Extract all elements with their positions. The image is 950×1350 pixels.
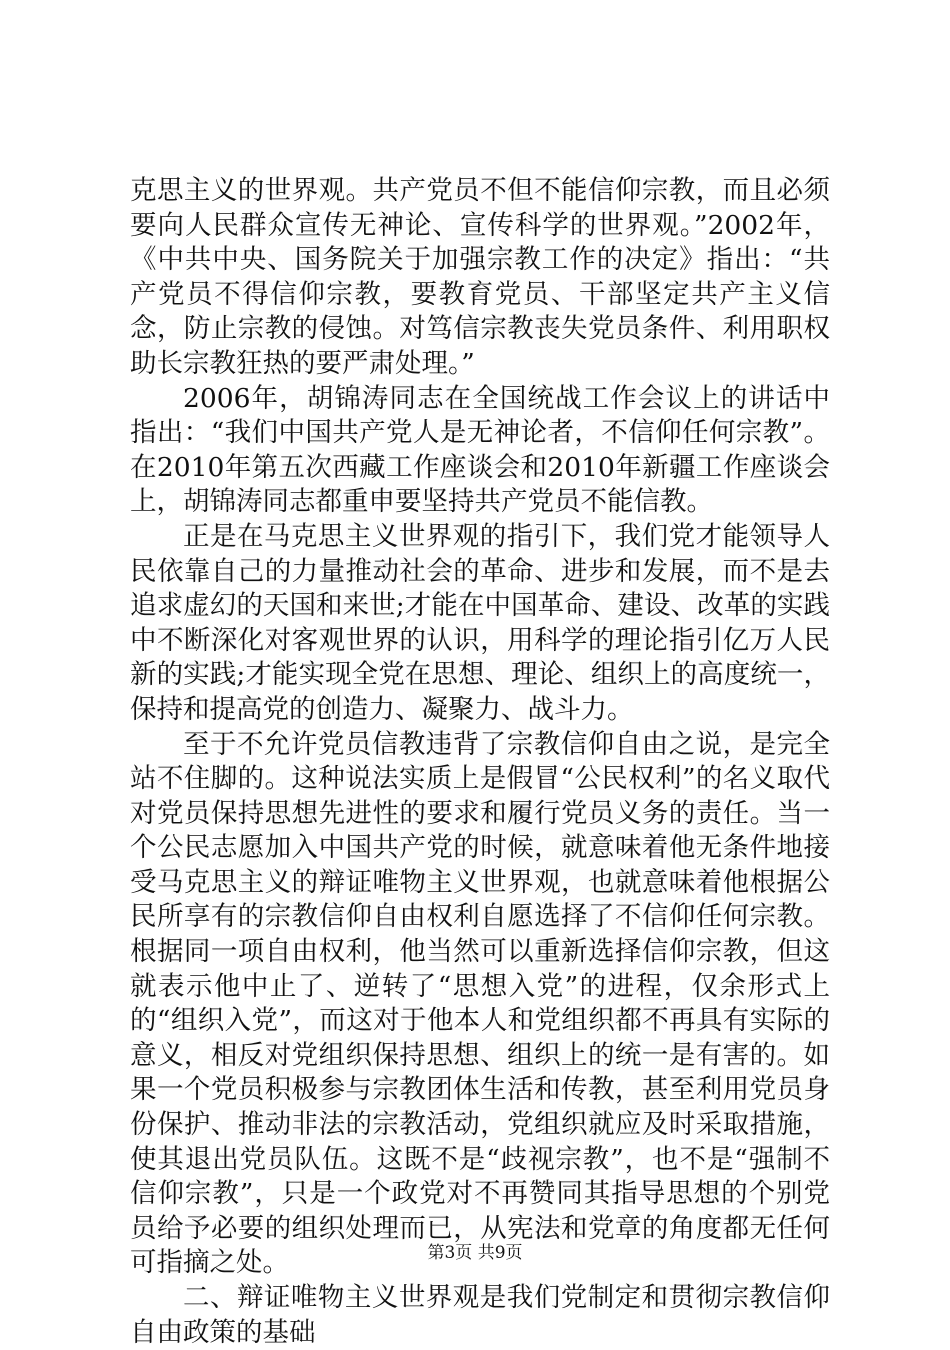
- paragraph: 至于不允许党员信教违背了宗教信仰自由之说，是完全站不住脚的。这种说法实质上是假冒“公民权利”的名义取代对党员保持思想先进性的要求和履行党员义务的责任。当一个公民志愿加入中国共产党的时候，就意味着他无条件地接受马克思主义的辩证唯物主义世界观，也就意味着他根据公民所享有的宗教信仰自由权利自愿选择了不信仰任何宗教。根据同一项自由权利，他当然可以重新选择信仰宗教，但这就表示他中止了、逆转了“思想入党”的进程，仅余形式上的“组织入党”，而这对于他本人和党组织都不再具有实际的意义，相反对党组织保持思想、组织上的统一是有害的。如果一个党员积极参与宗教团体生活和传教，甚至利用党员身份保护、推动非法的宗教活动，党组织就应及时采取措施，使其退出党员队伍。这既不是“歧视宗教”，也不是“强制不信仰宗教”，只是一个政党对不再赞同其指导思想的个别党员给予必要的组织处理而已，从宪法和党章的角度都无任何可指摘之处。: [130, 728, 830, 1279]
- paragraph-continuation: 克思主义的世界观。共产党员不但不能信仰宗教，而且必须要向人民群众宣传无神论、宣传科学的世界观。”2002年，《中共中央、国务院关于加强宗教工作的决定》指出：“共产党员不得信仰宗教，要教育党员、干部坚定共产主义信念，防止宗教的侵蚀。对笃信宗教丧失党员条件、利用职权助长宗教狂热的要严肃处理。”: [130, 175, 830, 379]
- paragraph: 正是在马克思主义世界观的指引下，我们党才能领导人民依靠自己的力量推动社会的革命、进步和发展，而不是去追求虚幻的天国和来世;才能在中国革命、建设、改革的实践中不断深化对客观世界的认识，用科学的理论指引亿万人民新的实践;才能实现全党在思想、理论、组织上的高度统一，保持和提高党的创造力、凝聚力、战斗力。: [130, 520, 830, 725]
- body-text: [130, 174, 830, 1350]
- paragraph: 2006年，胡锦涛同志在全国统战工作会议上的讲话中指出：“我们中国共产党人是无神论者，不信仰任何宗教”。在2010年第五次西藏工作座谈会和2010年新疆工作座谈会上，胡锦涛同志都重申要坚持共产党员不能信教。: [130, 382, 830, 518]
- page-number-footer: 第3页 共9页: [427, 1243, 523, 1263]
- section-heading: 二、辩证唯物主义世界观是我们党制定和贯彻宗教信仰自由政策的基础: [130, 1282, 830, 1348]
